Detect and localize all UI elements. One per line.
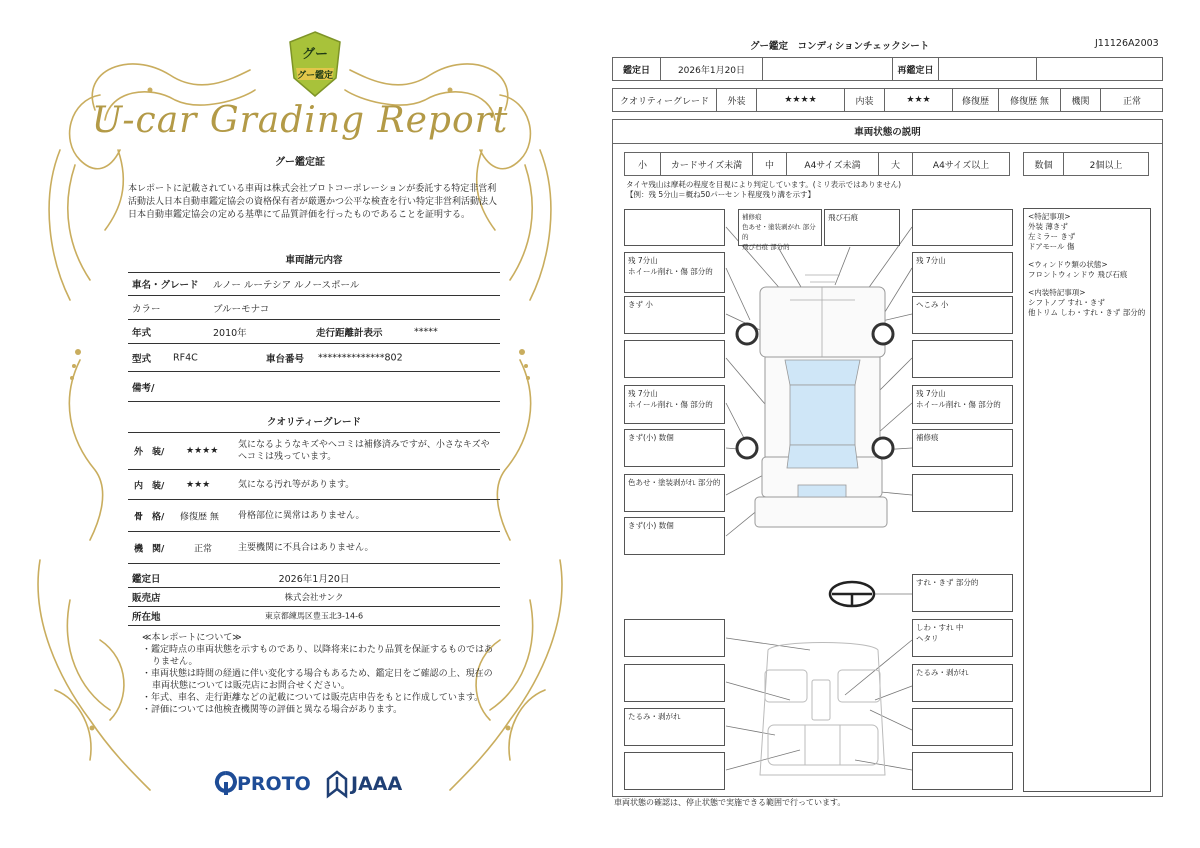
remark-item: 左ミラー きず: [1028, 232, 1076, 241]
date-value: 2026年1月20日: [661, 58, 763, 80]
condition-box: [624, 340, 725, 378]
remarks-label: 備考/: [132, 382, 155, 394]
condition-box: [624, 664, 725, 702]
size-small: 小: [625, 153, 661, 175]
repair-label: 修復歴: [953, 89, 999, 111]
condition-box-rear-right-tire: 残 7分山 ホイール削れ・傷 部分的: [912, 385, 1013, 424]
size-medium: 中: [753, 153, 787, 175]
engine-label: 機 関/: [134, 544, 165, 554]
jaaa-logo: JAAA: [351, 773, 403, 795]
condition-box-seat: しわ・すれ 中 ヘタリ: [912, 619, 1013, 657]
interior-heading: <内装特記事項>: [1028, 288, 1086, 297]
condition-box: [912, 708, 1013, 746]
note-item: ・鑑定時点の車両状態を示すものであり、以降将来にわたり品質を保証するものではありません。: [142, 645, 494, 667]
sheet-title: グー鑑定 コンディションチェックシート: [750, 41, 930, 52]
size-medium-desc: A4サイズ未満: [787, 153, 879, 175]
address-label: 所在地: [132, 612, 161, 623]
condition-box-left-scratch-2: きず(小) 数個: [624, 429, 725, 467]
exterior-note: 気になるようなキズやヘコミは補修済みですが、小さなキズやヘコミは残っています。: [238, 440, 490, 462]
remark-item: フロントウィンドウ 飛び石痕: [1028, 270, 1128, 279]
condition-title: 車両状態の説明: [612, 119, 1163, 144]
remark-item: 他トリム しわ・すれ・きず 部分的: [1028, 308, 1146, 317]
condition-box: [624, 209, 725, 246]
footer-row-address: [128, 607, 500, 626]
certificate-title: グー鑑定証: [275, 157, 325, 168]
note-item: ・車両状態は時間の経過に伴い変化する場合もあるため、鑑定日をご確認の上、現在の車両状態については販売店にお問合せください。: [142, 669, 493, 691]
model-value: RF4C: [173, 352, 198, 363]
condition-box-left-trim: たるみ・剥がれ: [624, 708, 725, 746]
interior-label: 内装: [845, 89, 885, 111]
spec-row-year: [128, 320, 500, 344]
tire-note-line: 【例：残 5分山＝概ね50パーセント程度残り溝を示す】: [626, 190, 816, 199]
condition-box: [624, 752, 725, 790]
quality-row-exterior: [128, 432, 500, 470]
footer-row-dealer: [128, 588, 500, 607]
name-value: ルノー ルーテシア ルノースポール: [213, 279, 360, 291]
condition-box-right-dent: へこみ 小: [912, 296, 1013, 334]
remark-item: ドアモール 傷: [1028, 242, 1075, 251]
logos: [215, 768, 415, 804]
condition-box-right-repair: 補修痕: [912, 429, 1013, 467]
dealer-value: 株式会社サンク: [284, 593, 344, 603]
quality-row-interior: [128, 470, 500, 500]
footnote: 車両状態の確認は、停止状態で実施できる範囲で行っています。: [614, 798, 846, 807]
condition-box-right-trim: たるみ・剥がれ: [912, 664, 1013, 702]
model-label: 型式: [132, 353, 152, 365]
condition-box: [912, 209, 1013, 246]
size-small-desc: カードサイズ未満: [661, 153, 753, 175]
spec-row-color: [128, 296, 500, 320]
name-label: 車名・グレード: [132, 279, 199, 291]
date-label: 鑑定日: [613, 58, 661, 80]
report-notes: [140, 632, 495, 716]
address-value: 東京都練馬区豊玉北3-14-6: [264, 611, 364, 621]
exterior-label: 外 装/: [134, 447, 165, 458]
date-label: 鑑定日: [132, 573, 161, 585]
frame-label: 骨 格/: [134, 512, 165, 522]
jaaa-logo-icon: [327, 771, 347, 797]
date-value: 2026年1月20日: [278, 573, 350, 585]
repair-value: 修復歴 無: [999, 89, 1061, 111]
condition-box-front-left-tire: 残 7分山 ホイール削れ・傷 部分的: [624, 252, 725, 293]
svg-text:グー: グー: [301, 47, 329, 62]
notes-heading: ≪本レポートについて≫: [142, 633, 242, 643]
special-remarks: [1023, 208, 1151, 792]
note-item: ・評価については他検査機関等の評価と異なる場合があります。: [142, 705, 403, 715]
interior-label: 内 装/: [134, 481, 165, 491]
spec-row-name: [128, 272, 500, 296]
chassis-label: 車台番号: [266, 353, 305, 365]
tire-note-line: タイヤ残山は摩耗の程度を目視により判定しています。(ミリ表示ではありません): [626, 180, 902, 189]
steering-wheel-icon: [830, 582, 874, 606]
condition-box: [912, 340, 1013, 378]
color-label: カラー: [132, 303, 161, 315]
footer-row-date: [128, 568, 500, 588]
engine-note: 主要機関に不具合はありません。: [238, 542, 374, 553]
interior-grade: ★★★: [885, 89, 953, 111]
spec-row-model: [128, 344, 500, 372]
engine-grade: 正常: [194, 544, 213, 554]
certificate-statement: 本レポートに記載されている車両は株式会社プロトコーポレーションが委託する特定非営利活動法人日本自動車鑑定協会の資格保有者が厳選かつ公平な検査を行い特定非営利活動法人日本自動車鑑定協会の定める基準にて品質評価を行ったものであることを証明する。: [128, 184, 498, 220]
frame-grade: 修復歴 無: [180, 512, 219, 522]
condition-box: [912, 752, 1013, 790]
condition-box-left-fade: 色あせ・塗装剥がれ 部分的: [624, 474, 725, 512]
exterior-label: 外装: [717, 89, 757, 111]
condition-check-sheet: [600, 0, 1200, 848]
year-label: 年式: [132, 327, 152, 339]
condition-box-steering: すれ・きず 部分的: [912, 574, 1013, 612]
redate-label: 再鑑定日: [893, 58, 939, 80]
proto-logo-icon: [215, 771, 237, 797]
report-title: U-car Grading Report: [91, 100, 509, 141]
quality-row-frame: [128, 500, 500, 532]
condition-box-left-scratch-3: きず(小) 数個: [624, 517, 725, 555]
dealer-label: 販売店: [132, 593, 161, 604]
remark-item: 外装 薄きず: [1028, 222, 1068, 231]
condition-box: [624, 619, 725, 657]
condition-box-left-scratch: きず 小: [624, 296, 725, 334]
proto-logo: PROTO: [237, 773, 311, 795]
interior-note: 気になる汚れ等があります。: [238, 479, 355, 490]
spec-heading: 車両諸元内容: [128, 252, 500, 273]
mileage-value: *****: [414, 326, 438, 337]
remark-item: シフトノブ すれ・きず: [1028, 298, 1105, 307]
color-value: ブルーモナコ: [213, 303, 270, 315]
condition-box: [912, 474, 1013, 512]
exterior-grade: ★★★★: [757, 89, 845, 111]
condition-box-front-chip: 飛び石痕: [824, 209, 900, 246]
engine-value: 正常: [1122, 96, 1141, 107]
sheet-id: J11126A2003: [1095, 38, 1159, 49]
svg-text:グー鑑定: グー鑑定: [296, 71, 334, 81]
engine-label: 機関: [1061, 89, 1101, 111]
exterior-grade: ★★★★: [186, 446, 219, 456]
size-large: 大: [879, 153, 913, 175]
goo-appraisal-badge-icon: [286, 30, 344, 100]
note-item: ・年式、車名、走行距離などの記載については販売店申告をもとに作成しています。: [142, 693, 484, 703]
grade-label: クオリティーグレード: [613, 89, 717, 111]
frame-note: 骨格部位に異常はありません。: [238, 510, 365, 521]
window-heading: <ウィンドウ類の状態>: [1028, 260, 1108, 269]
interior-grade: ★★★: [186, 479, 211, 490]
quality-heading: クオリティーグレード: [266, 417, 362, 428]
condition-box-front-center: 補修痕 色あせ・塗装剥がれ 部分的 飛び石痕 部分的: [738, 209, 822, 246]
chassis-value: **************802: [318, 352, 403, 363]
condition-box-front-right-tire: 残 7分山: [912, 252, 1013, 293]
condition-box-rear-left-tire: 残 7分山 ホイール削れ・傷 部分的: [624, 385, 725, 424]
count-label: 数個: [1024, 153, 1064, 175]
mileage-label: 走行距離計表示: [316, 327, 383, 339]
count-desc: 2個以上: [1089, 160, 1123, 171]
spec-row-remarks: [128, 372, 500, 402]
size-large-desc: A4サイズ以上: [932, 160, 990, 171]
year-value: 2010年: [213, 327, 247, 339]
remarks-heading: <特記事項>: [1028, 212, 1071, 221]
quality-row-engine: [128, 532, 500, 564]
